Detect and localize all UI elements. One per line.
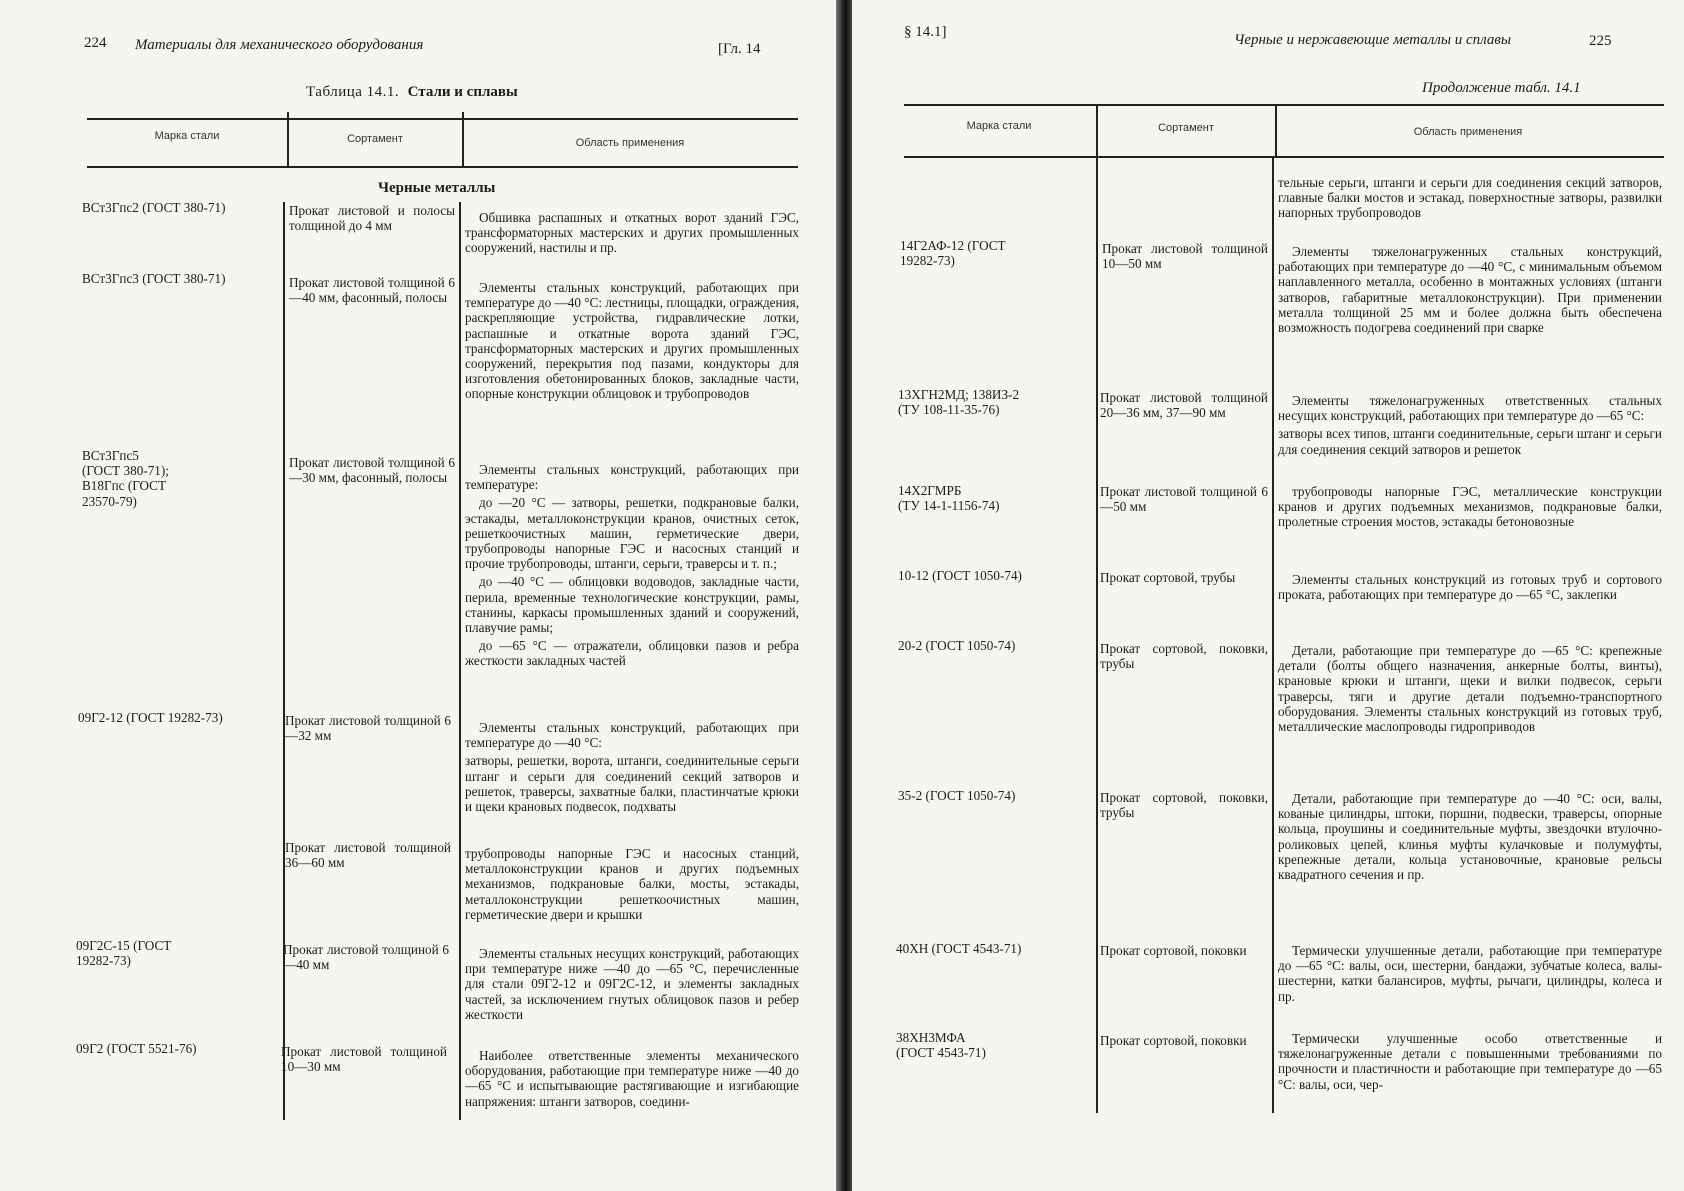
steel-assortment: Прокат листовой толщиной 6—50 мм — [1100, 484, 1268, 515]
steel-mark: ВСт3Гпс3 (ГОСТ 380-71) — [82, 271, 226, 286]
steel-assortment: Прокат листовой толщиной 20—36 мм, 37—90 мм — [1100, 390, 1268, 421]
steel-application: Элементы стальных конструкций, работающих при температуре: до —20 °С — затворы, решетки, подкрановые балки, эстакады, металлоконструкции кранов, очистных сеток, решеткоочистных машин, герметические двери, трубопроводы напорные ГЭС и насосных станций и прочие трубопроводы, штанги, серьги, траверсы и т. п.; до —40 °С — облицовки водоводов, закладные части, перила, временные технологические конструкции, рамы, станины, каркасы промышленных зданий и сооружений, плавучие рамы; до —65 °С — отражатели, облицовки пазов и ребра жесткости закладных частей — [465, 462, 799, 669]
steel-mark: 35-2 (ГОСТ 1050-74) — [898, 788, 1016, 803]
steel-assortment: Прокат листовой толщиной 6—30 мм, фасонный, полосы — [289, 455, 455, 486]
steel-assortment: Прокат листовой толщиной 10—50 мм — [1102, 241, 1268, 272]
right-page — [852, 0, 1684, 1191]
steel-assortment: Прокат листовой толщиной 36—60 мм — [285, 840, 451, 871]
steel-application: трубопроводы напорные ГЭС, металлические конструкции кранов и других подъемных механизмов, подкрановые балки, пролетные строения мостов, эстакады бетоновозные — [1278, 484, 1662, 530]
left-running-title: Материалы для механического оборудования — [135, 37, 424, 53]
steel-assortment: Прокат листовой толщиной 6—40 мм, фасонный, полосы — [289, 275, 455, 306]
steel-application: Элементы стальных несущих конструкций, работающих при температуре ниже —40 до —65 °С, перечисленные для стали 09Г2-12 и 09Г2С-12, и элементы закладных частей, за исключением гнутых облицовок пазов и ребер жесткости — [465, 946, 799, 1022]
right-page-number: 225 — [1589, 33, 1612, 49]
right-running-title: Черные и нержавеющие металлы и сплавы — [1234, 32, 1512, 48]
steel-application: Термически улучшенные особо ответственные и тяжелонагруженные детали с повышенными требованиями по прочности и пластичности и работающие при температуре до —65 °С: валы, оси, чер- — [1278, 1031, 1662, 1092]
steel-mark: 09Г2-12 (ГОСТ 19282-73) — [78, 710, 223, 725]
steel-mark: 14Г2АФ-12 (ГОСТ 19282-73) — [900, 238, 1006, 269]
steel-mark: ВСт3Гпс2 (ГОСТ 380-71) — [82, 200, 226, 215]
header-divider-2 — [1275, 104, 1277, 158]
steel-application: тельные серьги, штанги и серьги для соединения секций затворов, главные балки мостов и эстакад, поверхностные затворы, развилки напорных трубопроводов — [1278, 175, 1662, 221]
table-continuation: Продолжение табл. 14.1 — [1422, 80, 1581, 96]
section-title: Черные металлы — [378, 180, 496, 196]
steel-mark: 38ХН3МФА (ГОСТ 4543-71) — [896, 1030, 986, 1061]
steel-assortment: Прокат сортовой, поковки — [1100, 1033, 1247, 1048]
col-header-area: Область применения — [575, 137, 685, 149]
header-divider-1 — [1096, 104, 1098, 158]
steel-application: Детали, работающие при температуре до —40 °С: оси, валы, кованые цилиндры, штоки, поршни, подвески, траверсы, опорные кольца, проушины и соединительные муфты, звездочки втулочно-роликовых цепей, клинья муфты кулачковые и полумуфты, крепежные детали, кольца установочные, крановые рельсы квадратного сечения и пр. — [1278, 791, 1662, 883]
steel-assortment: Прокат листовой толщиной 6—40 мм — [283, 942, 449, 973]
table-header-rule — [87, 166, 798, 168]
steel-assortment: Прокат сортовой, трубы — [1100, 570, 1236, 585]
steel-application: Наиболее ответственные элементы механического оборудования, работающие при температуре ниже —40 до —65 °С и испытывающие растягивающие и изгибающие напряжения: штанги затворов, соедини- — [465, 1048, 799, 1109]
table-header-rule — [904, 156, 1664, 158]
steel-application: Термически улучшенные детали, работающие при температуре до —65 °С: валы, оси, шестерни, бандажи, зубчатые колеса, валы-шестерни, катки балансиров, муфты, рычаги, цилиндры, колеса и пр. — [1278, 943, 1662, 1004]
steel-assortment: Прокат сортовой, поковки, трубы — [1100, 641, 1268, 672]
steel-mark: 10-12 (ГОСТ 1050-74) — [898, 568, 1022, 583]
header-divider-1 — [287, 112, 289, 168]
body-divider-2 — [1272, 158, 1274, 1113]
steel-assortment: Прокат листовой и полосы толщиной до 4 мм — [289, 203, 455, 234]
steel-mark: 13ХГН2МД; 138ИЗ-2 (ТУ 108-11-35-76) — [898, 387, 1020, 418]
steel-assortment: Прокат сортовой, поковки — [1100, 943, 1247, 958]
col-header-mark: Марка стали — [154, 130, 220, 142]
steel-application: Элементы стальных конструкций, работающих при температуре до —40 °С: затворы, решетки, ворота, штанги, соединительные серьги штанг и серьги для соединений секций затворов и решеток, траверсы, захватные балки, пластинчатые крюки и щеки крановых подвесок, подхваты — [465, 720, 799, 815]
body-divider-1 — [283, 202, 285, 1120]
steel-application: Обшивка распашных и откатных ворот зданий ГЭС, трансформаторных мастерских и других промышленных сооружений, настилы и пр. — [465, 210, 799, 256]
steel-mark: ВСт3Гпс5 (ГОСТ 380-71); В18Гпс (ГОСТ 23570-79) — [82, 448, 169, 509]
chapter-ref: [Гл. 14 — [718, 41, 761, 57]
steel-mark: 09Г2 (ГОСТ 5521-76) — [76, 1041, 197, 1056]
steel-application: Элементы стальных конструкций из готовых труб и сортового проката, работающих при температуре до —65 °С, заклепки — [1278, 572, 1662, 603]
body-divider-2 — [459, 202, 461, 1120]
col-header-assortment: Сортамент — [347, 133, 403, 145]
col-header-assortment: Сортамент — [1158, 122, 1214, 134]
steel-application: Элементы стальных конструкций, работающих при температуре до —40 °С: лестницы, площадки, ограждения, раскрепляющие устройства, гидравлические лотки, распашные и откатные ворота зданий ГЭС, трансформаторных мастерских и других промышленных сооружений, перекрытия под пазами, кондукторы для изготовления обетонированных блоков, закладные части, опорные конструкции облицовок и трубопроводов — [465, 280, 799, 402]
steel-mark: 40ХН (ГОСТ 4543-71) — [896, 941, 1022, 956]
steel-application: Детали, работающие при температуре до —65 °С: крепежные детали (болты общего назначения, анкерные болты, винты), крановые крюки и штанги, щеки и вилки подвесок, серьги траверсы, тяги и другие детали подъемно-транспортного оборудования. Элементы стальных конструкций из готовых труб, металлические маслопроводы гидроприводов — [1278, 643, 1662, 735]
steel-application: трубопроводы напорные ГЭС и насосных станций, металлоконструкции кранов и других подъемных механизмов, подкрановые балки, мосты, эстакады, металлоконструкции решеткоочистных машин, герметические двери и крышки — [465, 846, 799, 922]
steel-mark: 09Г2С-15 (ГОСТ 19282-73) — [76, 938, 172, 969]
steel-mark: 20-2 (ГОСТ 1050-74) — [898, 638, 1016, 653]
section-ref: § 14.1] — [904, 24, 947, 40]
table-top-rule — [904, 104, 1664, 106]
body-divider-1 — [1096, 158, 1098, 1113]
steel-assortment: Прокат листовой толщиной 10—30 мм — [281, 1044, 447, 1075]
steel-assortment: Прокат листовой толщиной 6—32 мм — [285, 713, 451, 744]
steel-assortment: Прокат сортовой, поковки, трубы — [1100, 790, 1268, 821]
col-header-area: Область применения — [1413, 126, 1523, 138]
left-page-number: 224 — [84, 35, 107, 51]
steel-application: Элементы тяжелонагруженных стальных конструкций, работающих при температуре до —40 °С, с минимальным объемом наплавленного металла, особенно в монтажных условиях (штанги затворов, габаритные металлоконструкции). При применении металла толщиной 25 мм и более должна быть обеспечена возможность подогрева соединений при сварке — [1278, 244, 1662, 336]
col-header-mark: Марка стали — [966, 120, 1032, 132]
steel-application: Элементы тяжелонагруженных ответственных стальных несущих конструкций, работающих при температуре до —65 °С: затворы всех типов, штанги соединительные, серьги штанг и серьги для соединения секций затворов и решеток — [1278, 393, 1662, 457]
steel-mark: 14Х2ГМРБ (ТУ 14-1-1156-74) — [898, 483, 1000, 514]
table-caption: Таблица 14.1. Стали и сплавы — [306, 84, 518, 100]
left-page — [0, 0, 840, 1191]
table-top-rule — [87, 118, 798, 120]
header-divider-2 — [462, 112, 464, 168]
